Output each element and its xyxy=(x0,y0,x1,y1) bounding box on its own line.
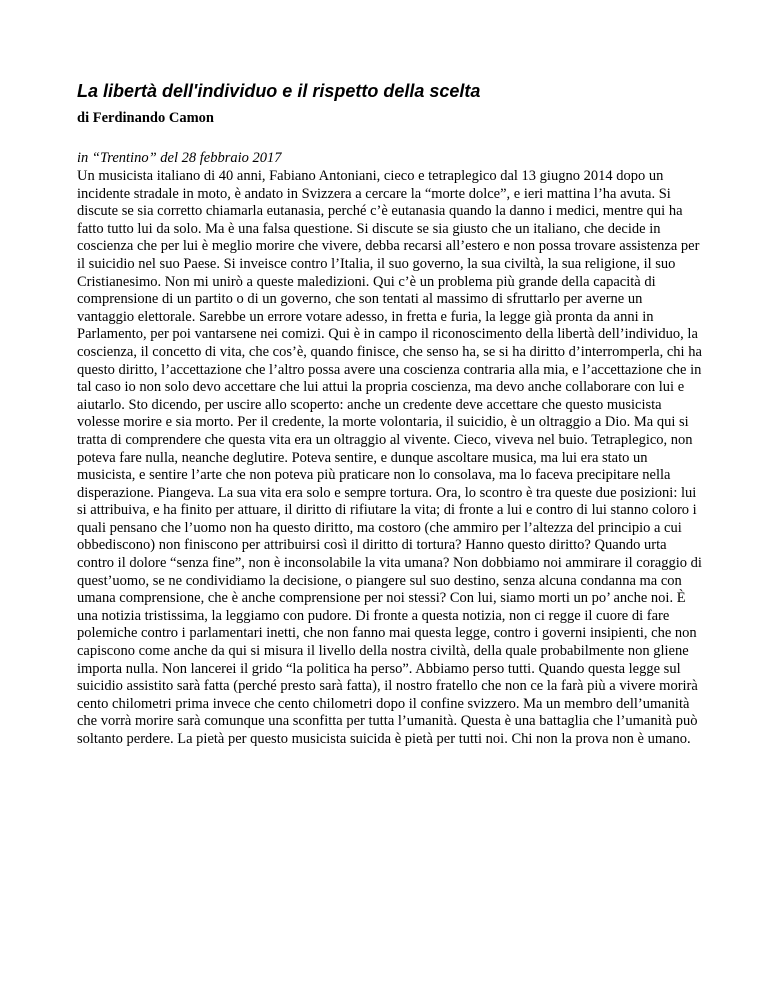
article-author: di Ferdinando Camon xyxy=(77,110,214,126)
article-body: Un musicista italiano di 40 anni, Fabiano Antoniani, cieco e tetraplegico dal 13 giugno 2014 dopo un incidente stradale in moto, è andato in Svizzera a cercare la “morte dolce”, e ieri mattina l’ha avuta. Si discute se sia corretto chiamarla eutanasia, perché c’è eutanasia quando la danno i medici, mentre qui ha fatto tutto lui da solo. Ma è una falsa questione. Si discute se sia giusto che un italiano, che decide in coscienza che per lui è meglio morire che vivere, debba recarsi all’estero e non possa trovare assistenza per il suicidio nel suo Paese. Si inveisce contro l’Italia, il suo governo, la sua civiltà, la sua religione, il suo Cristianesimo. Non mi unirò a queste maledizioni. Qui c’è un problema più grande della capacità di comprensione di un partito o di un governo, che son tentati al massimo di sfruttarlo per averne un vantaggio elettorale. Sarebbe un errore votare adesso, in fretta e furia, la legge già pronta da anni in Parlamento, per poi vantarsene nei comizi. Qui è in campo il riconoscimento della libertà dell’individuo, la coscienza, il concetto di vita, che cos’è, quando finisce, che senso ha, se si ha diritto d’interromperla, chi ha questo diritto, l’accettazione che l’altro possa avere una coscienza contraria alla mia, e l’accettazione che in tal caso io non solo devo accettare che lui attui la propria coscienza, ma devo anche collaborare con lui e aiutarlo. Sto dicendo, per uscire allo scoperto: anche un credente deve accettare che questo musicista volesse morire e sia morto. Per il credente, la morte volontaria, il suicidio, è un oltraggio a Dio. Ma qui si tratta di comprendere che questa vita era un oltraggio al vivente. Cieco, viveva nel buio. Tetraplegico, non poteva fare nulla, neanche deglutire. Poteva sentire, e dunque ascoltare musica, ma lui era stato un musicista, e sentire l’arte che non poteva più praticare non lo consolava, ma lo faceva precipitare nella disperazione. Piangeva. La sua vita era solo e sempre tortura. Ora, lo scontro è tra queste due posizioni: lui si attribuiva, e ha finito per attuare, il diritto di rifiutare la vita; di fronte a lui e contro di lui stanno coloro i quali pensano che l’uomo non ha questo diritto, ma costoro (che ammiro per l’altezza del principio a cui obbediscono) non finiscono per attribuirsi così il diritto di tortura? Hanno questo diritto? Quando urta contro il dolore “senza fine”, non è inconsolabile la vita umana? Non dobbiamo noi ammirare il coraggio di quest’uomo, se ne condividiamo la decisione, o piangere sul suo destino, senza alcuna condanna ma con umana comprensione, che è anche comprensione per noi stessi? Con lui, siamo morti un po’ anche noi. È una notizia tristissima, la leggiamo con pudore. Di fronte a questa notizia, non ci regge il cuore di fare polemiche contro i parlamentari inetti, che non fanno mai questa legge, contro i governi insipienti, che non capiscono come anche da qui si misura il livello della nostra civiltà, della quale probabilmente non gliene importa nulla. Non lancerei il grido “la politica ha perso”. Abbiamo perso tutti. Quando questa legge sul suicidio assistito sarà fatta (perché presto sarà fatta), il nostro fratello che non ce la farà più a vivere morirà cento chilometri prima invece che cento chilometri dopo il confine svizzero. Ma un membro dell’umanità che vorrà morire sarà comunque una sconfitta per tutta l’umanità. Questa è una battaglia che l’umanità può soltanto perdere. La pietà per questo musicista suicida è pietà per tutti noi. Chi non la prova non è umano. xyxy=(77,168,702,747)
article xyxy=(77,80,702,749)
article-source: in “Trentino” del 28 febbraio 2017 xyxy=(77,150,282,166)
article-title: La libertà dell'individuo e il rispetto della scelta xyxy=(77,81,481,101)
